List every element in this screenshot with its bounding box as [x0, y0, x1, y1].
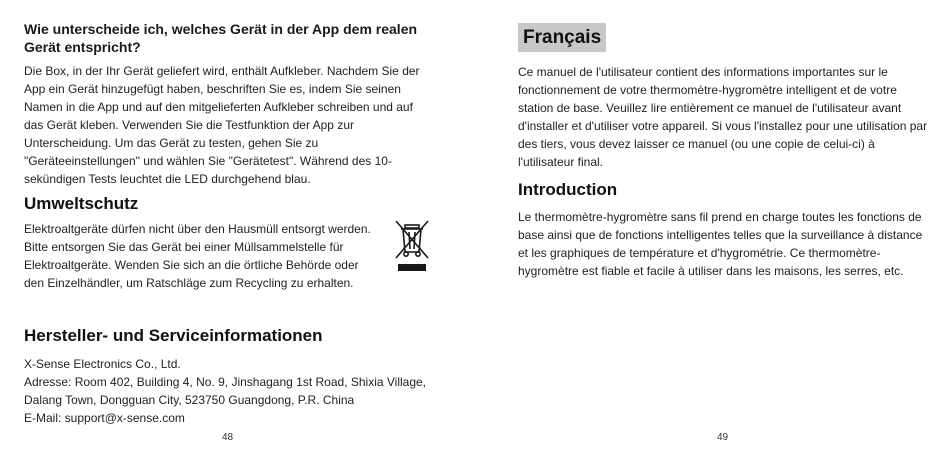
- manufacturer-company: X-Sense Electronics Co., Ltd.: [24, 357, 181, 371]
- faq-body: Die Box, in der Ihr Gerät geliefert wird, enthält Aufkleber. Nachdem Sie der App ein Gerät hinzugefügt haben, beschriften Sie es, indem Sie seinen Namen in die App und auf den mitgelieferten Aufkleber schreiben und auf das Gerät kleben. Verwenden Sie die Testfunktion der App zur Unterscheidung. Um das Gerät zu testen, gehen Sie zu "Geräteeinstellungen" und wählen Sie "Gerätetest". Während des 10-sekündigen Tests leuchtet die LED durchgehend blau.: [24, 64, 420, 186]
- intro-paragraph: Ce manuel de l'utilisateur contient des informations importantes sur le fonctionnement de votre thermomètre-hygromètre intelligent et de votre station de base. Veuillez lire entièrement ce manuel de l'utilisateur avant d'installer et d'utiliser votre appareil. Si vous l'installez pour une utilisation par des tiers, vous devez laisser ce manuel (ou une copie de celui-ci) à l'utilisateur final.: [518, 65, 928, 169]
- introduction-body: Le thermomètre-hygromètre sans fil prend en charge toutes les fonctions de base ainsi que de fonctions intelligentes telles que la surveillance à distance et les graphiques de température et d'hygrométrie. Ce thermomètre-hygromètre est fiable et facile à utiliser dans les maisons, les serres, etc.: [518, 210, 923, 278]
- page-number: 49: [717, 432, 729, 443]
- manufacturer-address: Adresse: Room 402, Building 4, No. 9, Jinshagang 1st Road, Shixia Village, Dalang Town, Dongguan City, 523750 Guangdong, P.R. China: [24, 375, 427, 407]
- language-label: Français: [518, 23, 606, 52]
- environment-heading: Umweltschutz: [24, 194, 139, 213]
- environment-body: Elektroaltgeräte dürfen nicht über den Hausmüll entsorgt werden. Bitte entsorgen Sie das Gerät bei einer Müllsammelstelle für Elektroaltgeräte. Wenden Sie sich an die örtliche Behörde oder den Einzelhändler, um Ratschläge zum Recycling zu erhalten.: [24, 222, 371, 290]
- page-number: 48: [222, 432, 234, 443]
- faq-heading: Wie unterscheide ich, welches Gerät in der App dem realen Gerät entspricht?: [24, 21, 418, 55]
- manufacturer-email: E-Mail: support@x-sense.com: [24, 411, 185, 425]
- manufacturer-heading: Hersteller- und Serviceinformationen: [24, 326, 323, 345]
- weee-crossed-bin-icon: [392, 218, 432, 276]
- introduction-heading: Introduction: [518, 180, 618, 199]
- right-page: [475, 0, 950, 455]
